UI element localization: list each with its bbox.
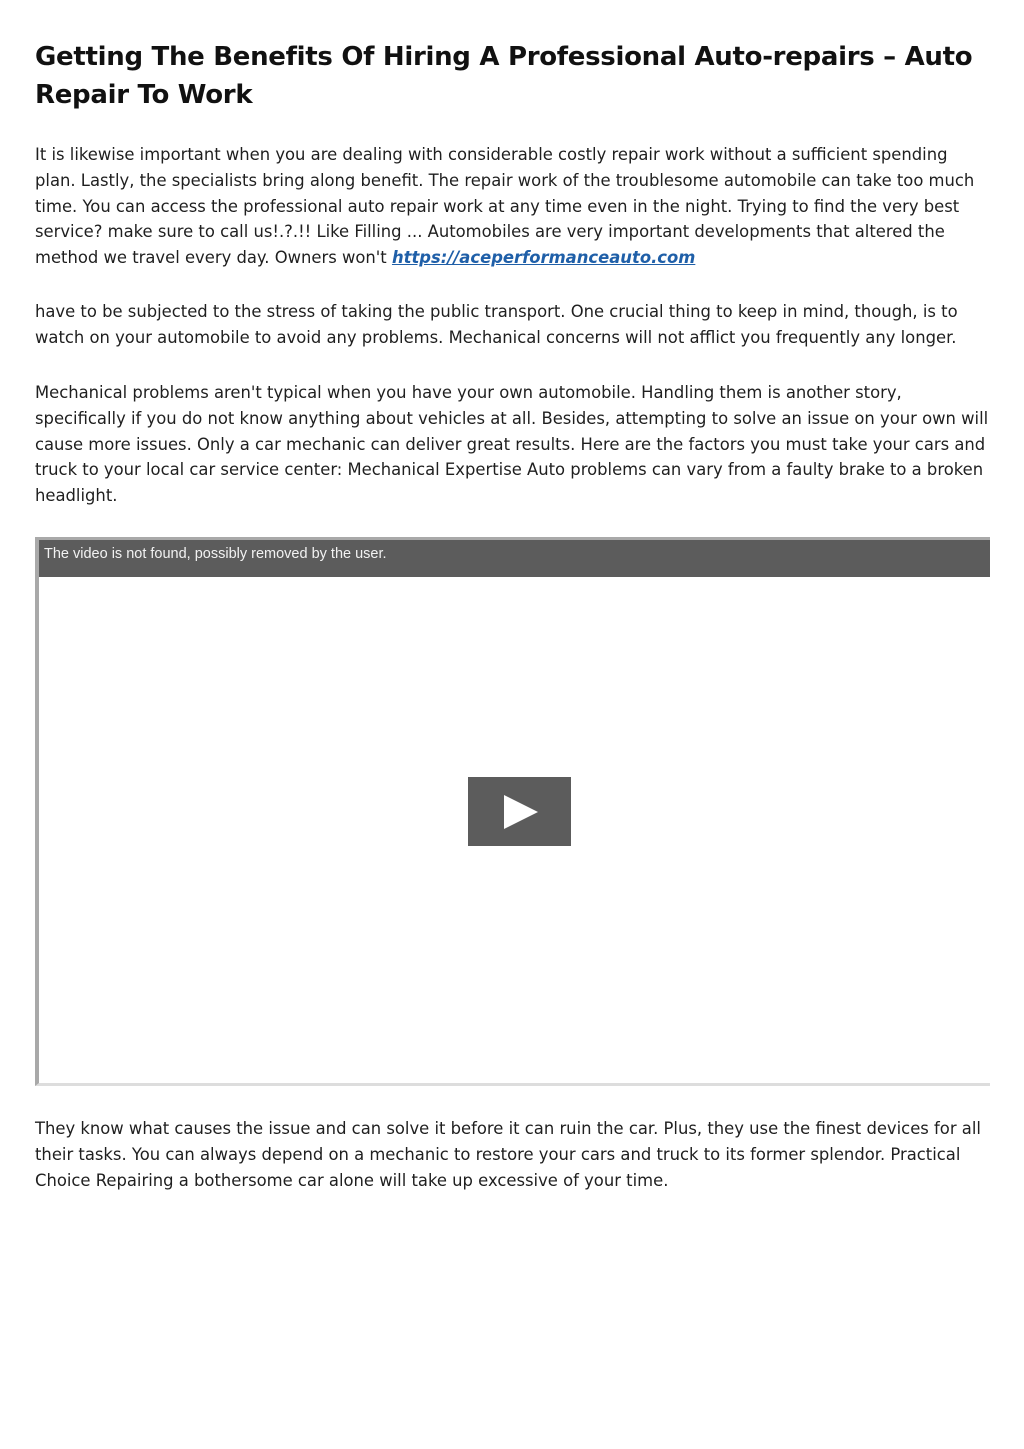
play-button[interactable] (468, 777, 571, 846)
video-player[interactable] (35, 537, 990, 1086)
video-error-bar (39, 537, 990, 577)
paragraph-3: Mechanical problems aren't typical when you have your own automobile. Handling them is another story, specifically if you do not know anything about vehicles at all. Besides, attempting to solve an issue on your own will cause more issues. Only a car mechanic can deliver great results. Here are the factors you must take your cars and truck to your local car service center: Mechanical Expertise Auto problems can vary from a faulty brake to a broken headlight. (35, 383, 989, 506)
paragraph-1 (35, 142, 990, 271)
play-icon (504, 795, 538, 829)
website-link[interactable]: https://aceperformanceauto.com (391, 248, 696, 268)
paragraph-4: They know what causes the issue and can solve it before it can ruin the car. Plus, they use the finest devices for all their tasks. You can always depend on a mechanic to restore your cars and truck to its former splendor. Practical Choice Repairing a bothersome car alone will take up excessive of your time. (35, 1119, 981, 1190)
paragraph-2: have to be subjected to the stress of taking the public transport. One crucial thing to keep in mind, though, is to watch on your automobile to avoid any problems. Mechanical concerns will not afflict you frequently any longer. (35, 302, 958, 347)
paragraph-1-text: It is likewise important when you are dealing with considerable costly repair work without a sufficient spending plan. Lastly, the specialists bring along benefit. The repair work of the troublesome automobile can take too much time. You can access the professional auto repair work at any time even in the night. Trying to find the very best service? make sure to call us!.?.!! Like Filling ... Automobiles are very important developments that altered the method we travel every day. Owners won't (35, 145, 975, 268)
page-title: Getting The Benefits Of Hiring A Professional Auto-repairs – Auto Repair To Work (35, 42, 973, 110)
video-error-message: The video is not found, possibly removed by the user. (44, 546, 387, 562)
